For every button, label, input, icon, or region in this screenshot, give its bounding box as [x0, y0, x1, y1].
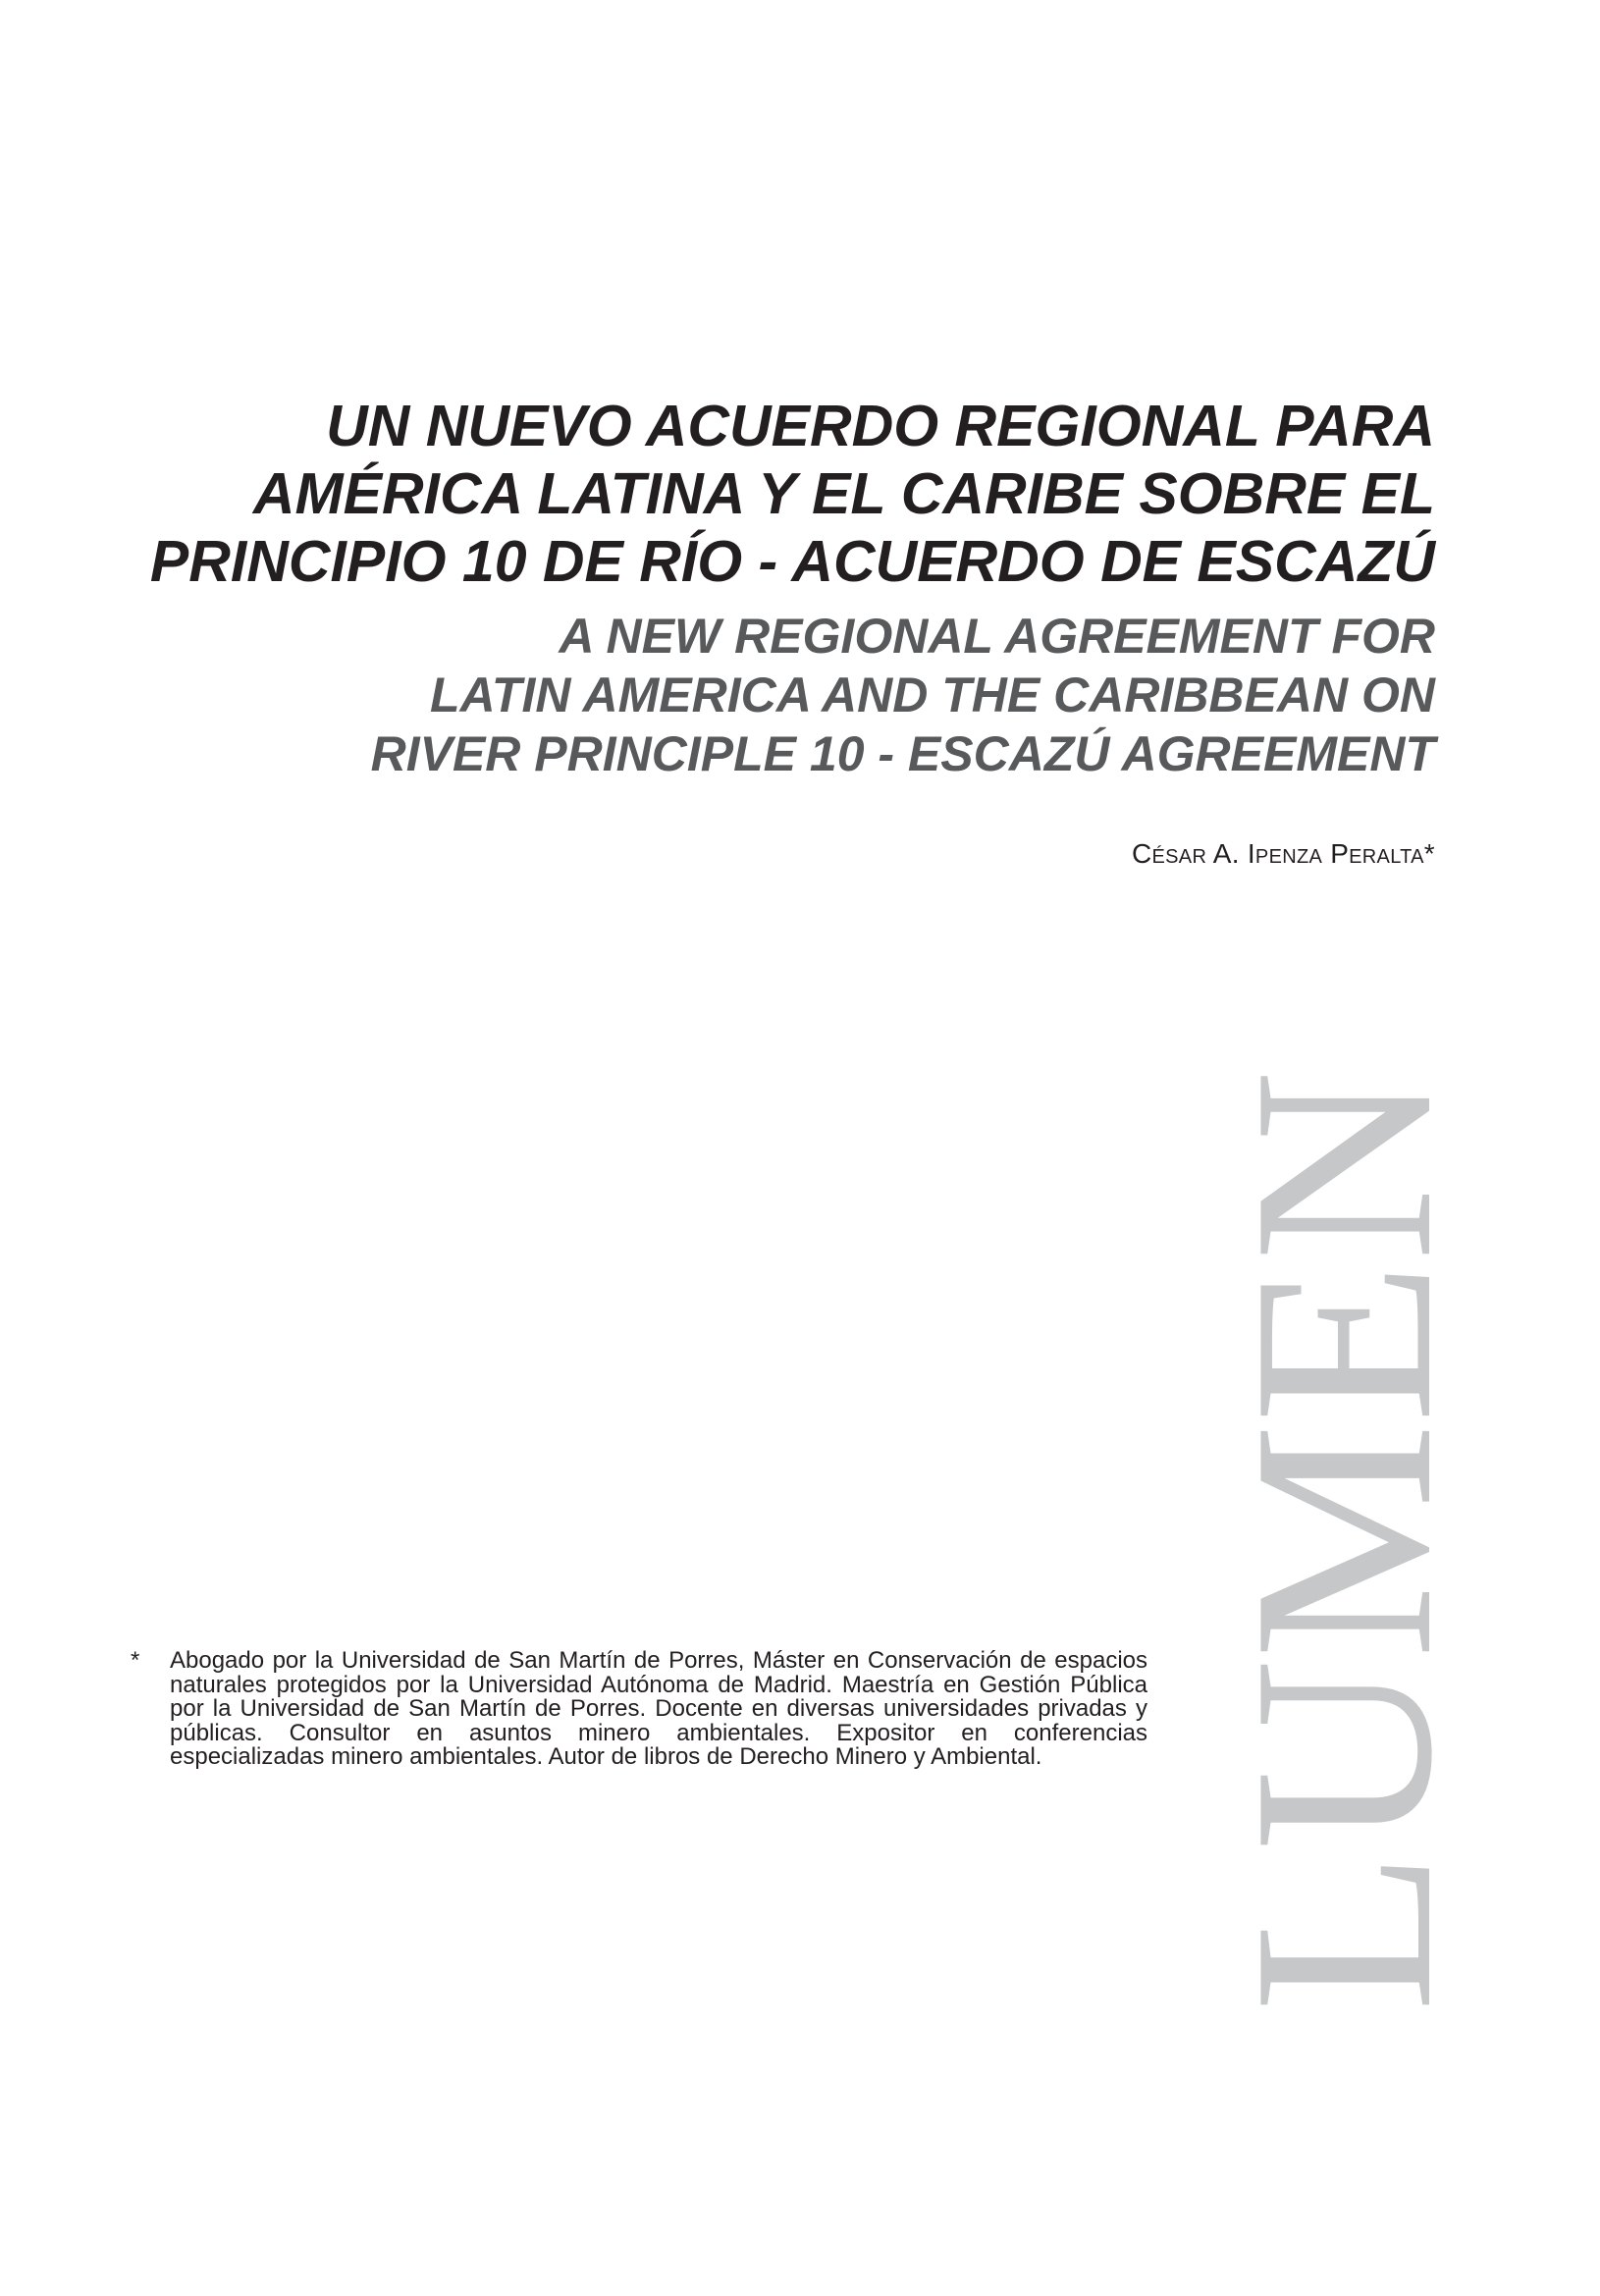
title-spanish-line: UN NUEVO ACUERDO REGIONAL PARA — [326, 394, 1435, 458]
footnote-text: Abogado por la Universidad de San Martín de Porres, Máster en Conservación de espacios naturales protegidos por la Universidad Autónoma de Madrid. Maestría en Gestión Pública por la Universidad de San Martín de Porres. Docente en diversas universidades privadas y públicas. Consultor en asuntos minero ambientales. Expositor en conferencias especializadas minero ambientales. Autor de libros de Derecho Minero y Ambiental. — [170, 1647, 1147, 1770]
author-footnote — [131, 1649, 1147, 1770]
title-spanish — [61, 393, 1435, 596]
title-english-line: A NEW REGIONAL AGREEMENT FOR — [559, 609, 1435, 664]
journal-logo — [1200, 1070, 1485, 2012]
author-name: César A. Ipenza Peralta* — [1132, 838, 1435, 869]
title-spanish-line: PRINCIPIO 10 DE RÍO - ACUERDO DE ESCAZÚ — [149, 529, 1435, 594]
title-english-line: RIVER PRINCIPLE 10 - ESCAZÚ AGREEMENT — [370, 726, 1435, 781]
title-english-line: LATIN AMERICA AND THE CARIBBEAN ON — [429, 667, 1435, 722]
journal-logo-text: LUMEN — [1200, 1097, 1485, 2012]
title-english — [61, 607, 1435, 783]
title-spanish-line: AMÉRICA LATINA Y EL CARIBE SOBRE EL — [252, 461, 1435, 526]
footnote-marker: * — [131, 1647, 140, 1674]
